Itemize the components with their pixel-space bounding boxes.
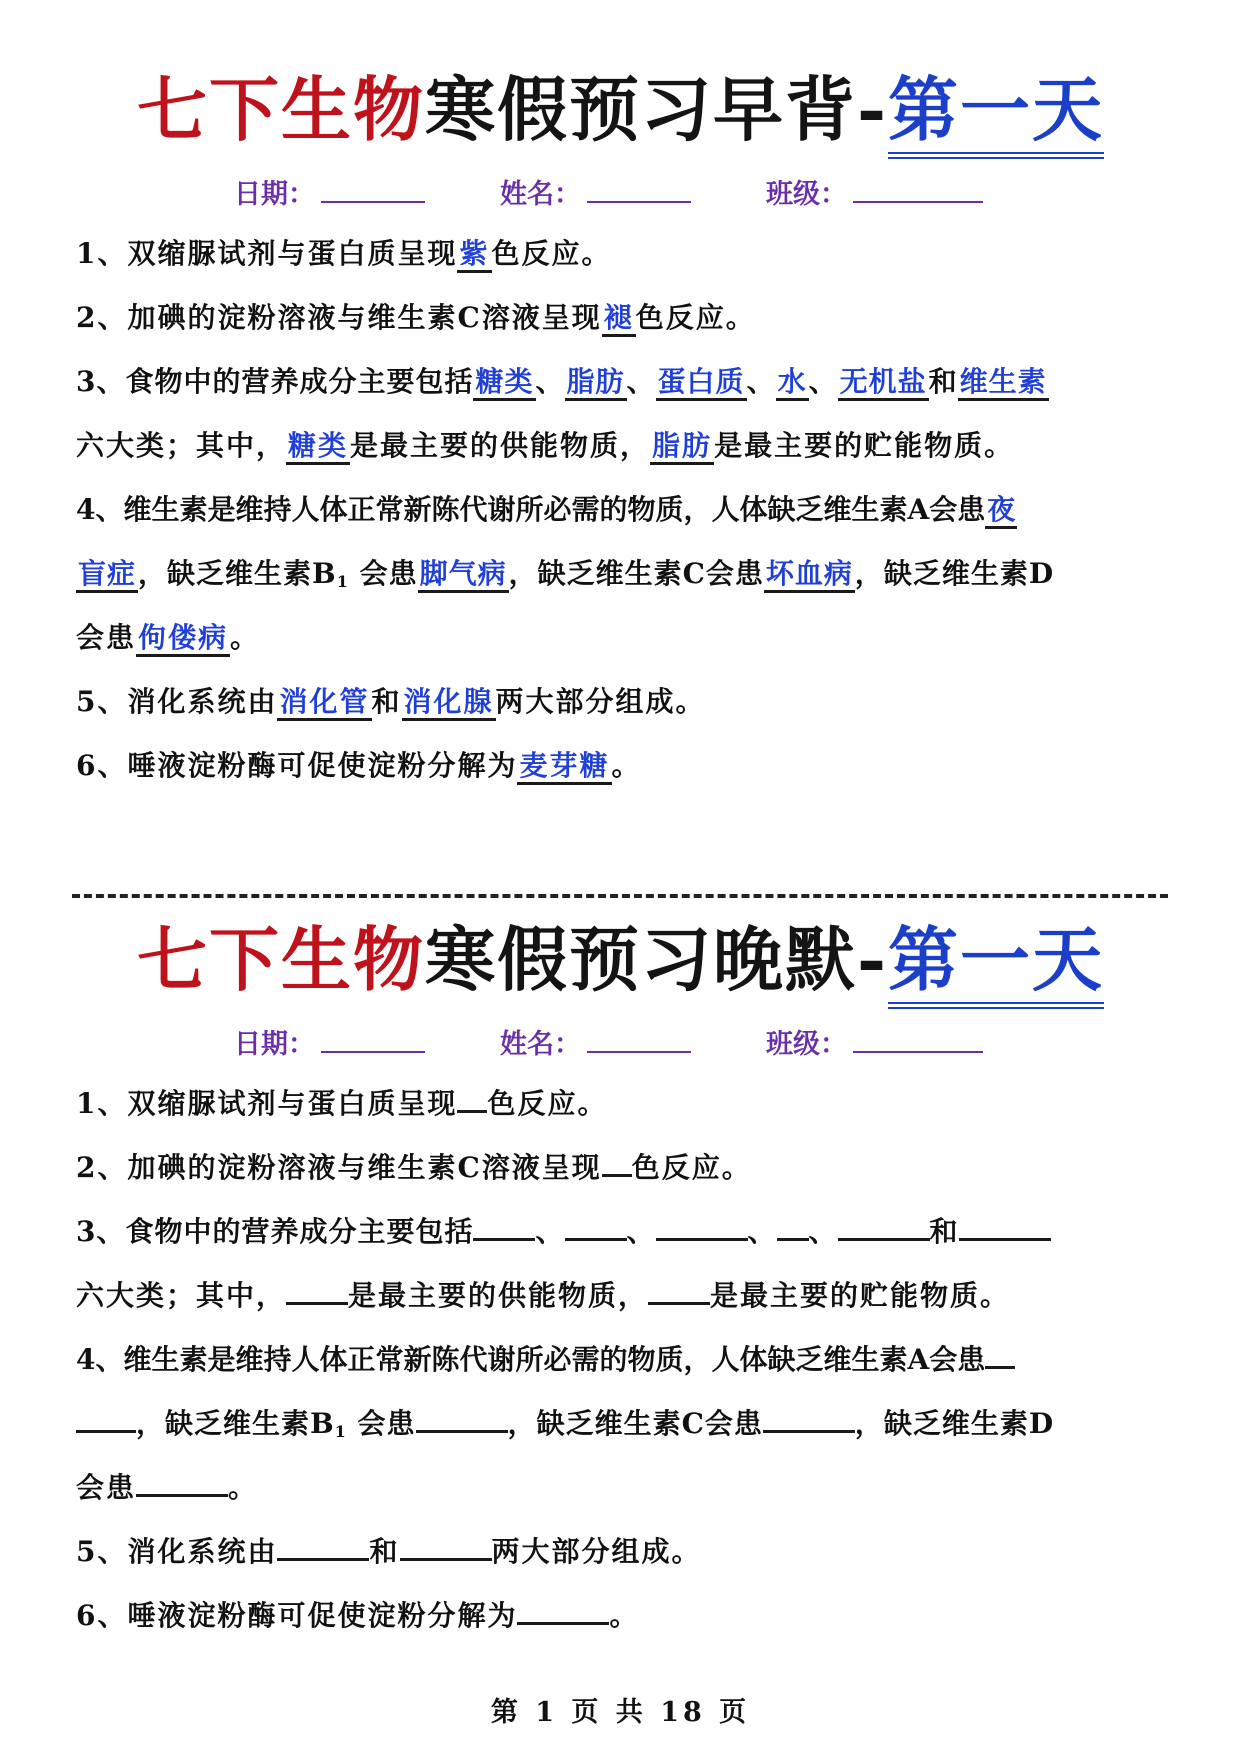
- answer: 消化管: [277, 685, 371, 721]
- dashed-divider: [72, 894, 1168, 898]
- question-3-line-1: 3、食物中的营养成分主要包括糖类、脂肪、蛋白质、水、无机盐和维生素: [76, 350, 1172, 414]
- title-black-part: 寒假预习晚默-: [424, 918, 889, 1001]
- page-footer: 第 1 页 共 18 页: [490, 1697, 751, 1728]
- question-2: 2、加碘的淀粉溶液与维生素C溶液呈现褪色反应。: [76, 286, 1172, 350]
- title-red-part: 七下生物: [136, 68, 425, 151]
- answer: 脂肪: [565, 365, 627, 401]
- question-5: 5、消化系统由消化管和消化腺两大部分组成。: [76, 670, 1172, 734]
- answer: 脂肪: [650, 429, 714, 465]
- date-field[interactable]: 日期：: [234, 172, 425, 211]
- blank[interactable]: [517, 1592, 609, 1625]
- answer: 糖类: [286, 429, 350, 465]
- morning-title: [0, 62, 1241, 158]
- blank[interactable]: [656, 1208, 748, 1241]
- blank[interactable]: [286, 1272, 348, 1305]
- question-4-line-1: 4、维生素是维持人体正常新陈代谢所必需的物质，人体缺乏维生素A会患: [76, 1328, 1172, 1392]
- blank[interactable]: [76, 1400, 136, 1433]
- name-field[interactable]: 姓名：: [500, 1022, 691, 1061]
- evening-title: [0, 912, 1241, 1008]
- question-3-line-1: 3、食物中的营养成分主要包括 、 、 、 、 和: [76, 1200, 1172, 1264]
- blank[interactable]: [763, 1400, 855, 1433]
- blank[interactable]: [565, 1208, 627, 1241]
- name-field[interactable]: 姓名：: [500, 172, 691, 211]
- blank[interactable]: [959, 1208, 1051, 1241]
- title-blue-part: 第一天: [888, 68, 1104, 159]
- question-4-line-3: 会患 。: [76, 1456, 1172, 1520]
- question-1: 1、双缩脲试剂与蛋白质呈现紫色反应。: [76, 222, 1172, 286]
- title-blue-part: 第一天: [888, 918, 1104, 1009]
- answer: 盲症: [76, 557, 138, 593]
- answer: 维生素: [958, 365, 1049, 401]
- class-field[interactable]: 班级：: [766, 1022, 983, 1061]
- answer: 糖类: [473, 365, 535, 401]
- question-2: 2、加碘的淀粉溶液与维生素C溶液呈现 色反应。: [76, 1136, 1172, 1200]
- question-1: 1、双缩脲试剂与蛋白质呈现 色反应。: [76, 1072, 1172, 1136]
- blank[interactable]: [416, 1400, 508, 1433]
- title-black-part: 寒假预习早背-: [424, 68, 889, 151]
- answer: 麦芽糖: [517, 749, 611, 785]
- answer: 夜: [985, 493, 1017, 529]
- date-field[interactable]: 日期：: [234, 1022, 425, 1061]
- morning-section: [0, 62, 1241, 782]
- answer: 水: [776, 365, 809, 401]
- answer: 无机盐: [838, 365, 929, 401]
- blank[interactable]: [777, 1208, 809, 1241]
- question-4-line-2: ，缺乏维生素$B_1$ 会患 ，缺乏维生素C会患 ，缺乏维生素D: [76, 1392, 1172, 1456]
- blank[interactable]: [457, 1080, 487, 1113]
- question-4-line-1: 4、维生素是维持人体正常新陈代谢所必需的物质，人体缺乏维生素A会患夜: [76, 478, 1172, 542]
- question-4-line-2: 盲症，缺乏维生素$B_1$ 会患脚气病，缺乏维生素C会患坏血病，缺乏维生素D: [78, 557, 1055, 591]
- answer: 蛋白质: [656, 365, 747, 401]
- answer: 坏血病: [764, 557, 855, 593]
- answer: 脚气病: [418, 557, 509, 593]
- title-red-part: 七下生物: [136, 918, 425, 1001]
- blank[interactable]: [400, 1528, 492, 1561]
- answer: 佝偻病: [136, 621, 230, 657]
- blank[interactable]: [277, 1528, 369, 1561]
- question-6: 6、唾液淀粉酶可促使淀粉分解为麦芽糖。: [76, 734, 1172, 798]
- answer: 消化腺: [402, 685, 496, 721]
- evening-section: [0, 912, 1241, 1632]
- blank[interactable]: [136, 1464, 228, 1497]
- question-3-line-2: 六大类；其中，糖类是最主要的供能物质，脂肪是最主要的贮能物质。: [76, 414, 1172, 478]
- question-6: 6、唾液淀粉酶可促使淀粉分解为 。: [76, 1584, 1172, 1648]
- question-4-line-3: 会患佝偻病。: [76, 606, 1172, 670]
- evening-info-row: [0, 1022, 1241, 1072]
- blank[interactable]: [473, 1208, 535, 1241]
- question-3-line-2: 六大类；其中， 是最主要的供能物质， 是最主要的贮能物质。: [76, 1264, 1172, 1328]
- morning-info-row: [0, 172, 1241, 222]
- answer: 褪: [602, 301, 636, 337]
- blank[interactable]: [648, 1272, 710, 1305]
- class-field[interactable]: 班级：: [766, 172, 983, 211]
- answer: 紫: [457, 237, 491, 273]
- blank[interactable]: [985, 1336, 1015, 1369]
- blank[interactable]: [838, 1208, 930, 1241]
- blank[interactable]: [602, 1144, 632, 1177]
- question-5: 5、消化系统由 和 两大部分组成。: [76, 1520, 1172, 1584]
